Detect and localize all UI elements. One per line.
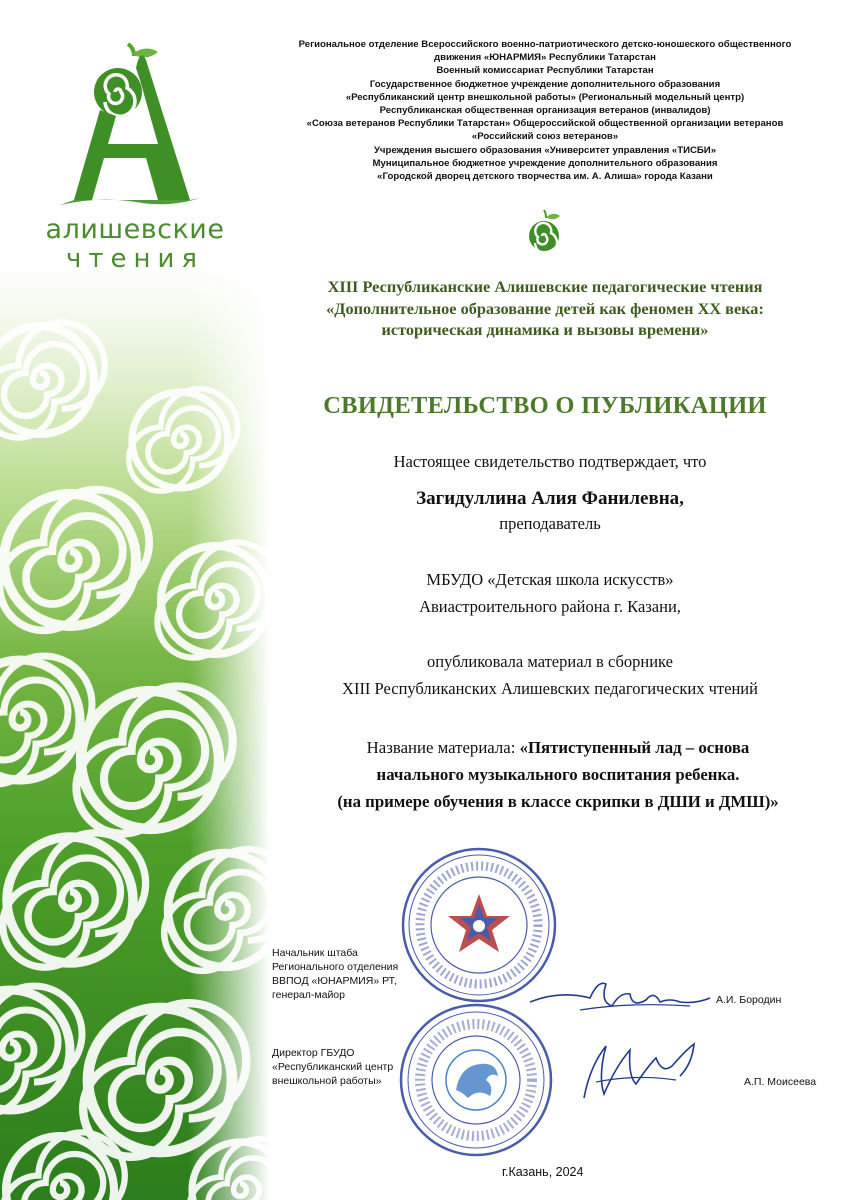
organization-line: МБУДО «Детская школа искусств» <box>426 570 674 589</box>
material-title <box>268 734 848 815</box>
organizer-line: Учреждения высшего образования «Университет управления «ТИСБИ» <box>373 144 717 156</box>
signature-moiseeva <box>576 1036 716 1108</box>
signatory-title-line: Регионального отделения <box>272 961 399 973</box>
publication-line: XIII Республиканских Алишевских педагогических чтений <box>342 679 758 698</box>
organizer-line: Республиканская общественная организация ветеранов (инвалидов) <box>379 105 711 117</box>
recipient-organization <box>270 566 830 620</box>
organizers-header <box>275 38 815 183</box>
signatory-2-title <box>272 1046 393 1088</box>
logo-text-line-1: алишевские <box>45 214 225 245</box>
signatory-title-line: ВВПОД «ЮНАРМИЯ» РТ, <box>272 975 397 987</box>
material-title-line: «Пятиступенный лад – основа <box>519 738 750 757</box>
organizer-line: Военный комиссариат Республики Татарстан <box>436 65 654 77</box>
material-title-line: начального музыкального воспитания ребенка. <box>376 765 740 784</box>
organizer-line: Региональное отделение Всероссийского военно-патриотического детско-юношеского общественного <box>298 39 792 50</box>
signatory-title-line: генерал-майор <box>272 989 345 1001</box>
recipient-name: Загидуллина Алия Фанилевна, <box>416 488 684 509</box>
publication-line: опубликовала материал в сборнике <box>427 652 673 671</box>
alishev-readings-logo <box>40 40 230 273</box>
organizer-line: «Городской дворец детского творчества им. А. Алиша» города Казани <box>377 171 713 183</box>
republican-center-stamp <box>398 1002 554 1158</box>
snail-emblem-icon <box>527 208 561 254</box>
organizer-line: «Союза ветеранов Республики Татарстан» Общероссийской общественной организации ветеранов <box>306 118 784 130</box>
logo-text-line-2: чтения <box>65 244 205 274</box>
organizer-line: Государственное бюджетное учреждение дополнительного образования <box>369 78 721 90</box>
publication-statement <box>270 648 830 702</box>
certificate-title: СВИДЕТЕЛЬСТВО О ПУБЛИКАЦИИ <box>323 392 767 419</box>
signatory-1-name: А.И. Бородин <box>716 994 782 1006</box>
organization-line: Авиастроительного района г. Казани, <box>419 597 681 616</box>
signatory-title-line: внешкольной работы» <box>272 1075 382 1087</box>
letter-a-snail-icon <box>40 40 230 208</box>
organizer-line: движения «ЮНАРМИЯ» Республики Татарстан <box>434 52 656 64</box>
event-title <box>290 276 800 341</box>
signatory-2-name: А.П. Моисеева <box>744 1076 817 1088</box>
place-and-date: г.Казань, 2024 <box>502 1165 584 1179</box>
material-prefix: Название материала: <box>366 738 520 757</box>
confirm-text: Настоящее свидетельство подтверждает, что <box>393 452 707 471</box>
event-title-line: «Дополнительное образование детей как феномен XX века: <box>326 298 764 318</box>
organizer-line: «Республиканский центр внешкольной работы» (Региональный модельный центр) <box>345 91 745 103</box>
signatory-title-line: Директор ГБУДО <box>272 1047 355 1059</box>
signatory-title-line: «Республиканский центр <box>272 1061 394 1073</box>
signatory-1-title <box>272 946 398 1002</box>
event-title-line: XIII Республиканские Алишевские педагогические чтения <box>327 277 763 296</box>
signature-borodin <box>520 972 720 1022</box>
material-title-line: (на примере обучения в классе скрипки в ДШИ и ДМШ)» <box>337 792 779 811</box>
event-title-line: историческая динамика и вызовы времени» <box>381 320 709 339</box>
organizer-line: «Российский союз ветеранов» <box>471 131 619 143</box>
recipient-position: преподаватель <box>499 514 601 533</box>
signatory-title-line: Начальник штаба <box>272 947 358 959</box>
organizer-line: Муниципальное бюджетное учреждение дополнительного образования <box>372 157 718 169</box>
